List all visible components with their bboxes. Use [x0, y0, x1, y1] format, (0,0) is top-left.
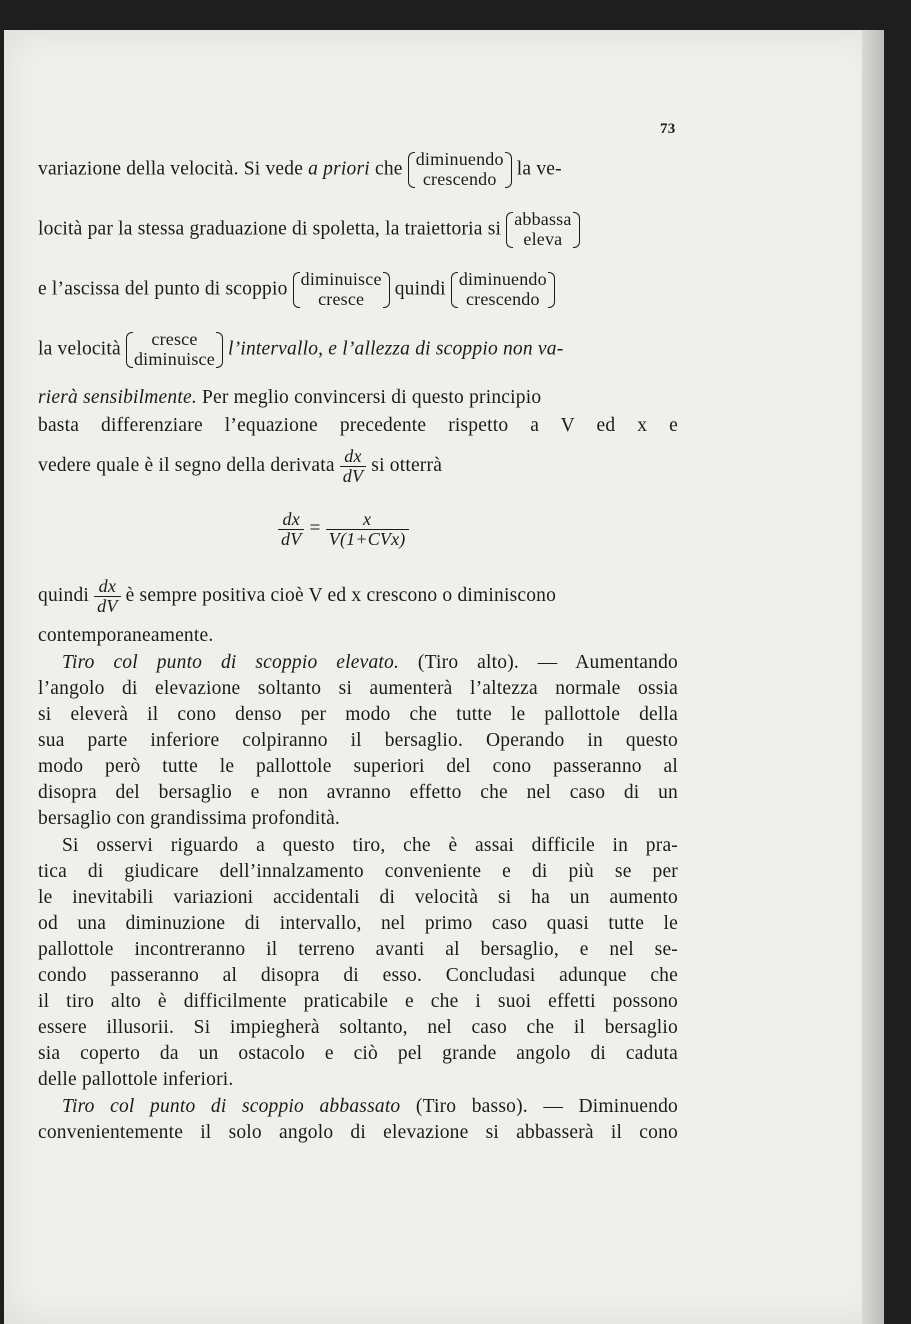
para1-line: l’angolo di elevazione soltanto si aumenterà l’altezza normale ossia	[38, 678, 678, 699]
text: Per meglio convincersi di questo principio	[196, 387, 542, 408]
para3-line	[38, 1097, 678, 1117]
text: è sempre positiva cioè V ed x crescono o diminiscono	[125, 584, 557, 606]
brace-option-bottom: cresce	[318, 288, 365, 309]
fraction	[94, 577, 120, 616]
text: la velocità	[38, 338, 121, 360]
fraction	[340, 447, 366, 486]
italic-heading: Tiro col punto di scoppio abbassato	[62, 1096, 401, 1117]
text: vedere quale è il segno della derivata	[38, 454, 335, 476]
para2-line: essere illusorii. Si impiegherà soltanto, nel caso che il bersaglio	[38, 1017, 678, 1038]
text-line-7	[38, 447, 442, 486]
para2-line: sia coperto da un ostacolo e ciò pel grande angolo di caduta	[38, 1043, 678, 1064]
para2-line: il tiro alto è difficilmente praticabile e che i suoi effetti possono	[38, 991, 678, 1012]
para1-line: sua parte inferiore colpiranno il bersaglio. Operando in questo	[38, 730, 678, 751]
brace-option-top: abbassa	[514, 209, 572, 229]
italic-text: a priori	[308, 158, 370, 180]
equation	[278, 510, 409, 549]
para1-line	[38, 653, 678, 673]
para3-line: convenientemente il solo angolo di elevazione si abbasserà il cono	[38, 1122, 678, 1143]
brace-option-top: diminuendo	[415, 149, 504, 169]
denominator: dV	[281, 528, 302, 549]
para2-line: le inevitabili variazioni accidentali di velocità si ha un aumento	[38, 887, 678, 908]
fraction	[278, 510, 304, 549]
brace-option-bottom: eleva	[523, 228, 563, 249]
book-page	[4, 30, 884, 1324]
brace-group	[451, 270, 555, 310]
numerator: dx	[278, 510, 304, 530]
brace-option-top: diminuisce	[300, 269, 382, 289]
denominator: dV	[97, 595, 118, 616]
text: (Tiro alto). — Aumentando	[399, 652, 678, 673]
italic-heading: Tiro col punto di scoppio elevato.	[62, 652, 400, 673]
brace-option-bottom: crescendo	[465, 288, 540, 309]
brace-group	[506, 210, 579, 250]
text-line-4	[38, 330, 563, 370]
italic-text: l’intervallo, e l’allezza di scoppio non va-	[228, 338, 564, 360]
text-line-8	[38, 577, 556, 616]
page-number: 73	[660, 121, 676, 137]
para1-line: modo però tutte le pallottole superiori del cono passeranno al	[38, 756, 678, 777]
text: si otterrà	[371, 454, 443, 476]
para1-line: bersaglio con grandissima profondità.	[38, 808, 340, 829]
brace-group	[126, 330, 223, 370]
text: che	[369, 158, 403, 180]
fraction	[326, 510, 409, 549]
brace-option-top: cresce	[151, 329, 198, 349]
text: (Tiro basso). — Diminuendo	[400, 1096, 678, 1117]
text-line-3	[38, 270, 555, 310]
para2-line: tica di giudicare dell’innalzamento conveniente e di più se per	[38, 861, 678, 882]
text: quindi	[394, 278, 446, 300]
brace-group	[293, 270, 390, 310]
text: e l’ascissa del punto di scoppio	[38, 278, 288, 300]
text: variazione della velocità. Si vede	[38, 158, 309, 180]
brace-option-bottom: diminuisce	[133, 348, 215, 369]
text-line-1	[38, 150, 562, 190]
numerator: dx	[94, 577, 120, 597]
equals-sign: =	[309, 517, 321, 539]
para2-line: od una diminuzione di intervallo, nel primo caso quasi tutte le	[38, 913, 678, 934]
denominator: dV	[342, 465, 364, 486]
para2-line: pallottole incontreranno il terreno avanti al bersaglio, e nel se-	[38, 939, 678, 960]
text: locità par la stessa graduazione di spoletta, la traiettoria si	[38, 218, 502, 240]
brace-group	[408, 150, 512, 190]
para1-line: si eleverà il cono denso per modo che tutte le pallottole della	[38, 704, 678, 725]
text: quindi	[38, 584, 90, 606]
page-edge	[862, 30, 884, 1324]
para2-line: Si osservi riguardo a questo tiro, che è assai difficile in pra-	[62, 835, 678, 856]
text-line-6: basta differenziare l’equazione precedente rispetto a V ed x e	[38, 415, 678, 436]
para2-line: delle pallottole inferiori.	[38, 1069, 234, 1090]
text-line-5	[38, 388, 541, 408]
para2-line: condo passeranno al disopra di esso. Concludasi adunque che	[38, 965, 678, 986]
text-line-2	[38, 210, 580, 250]
numerator: dx	[340, 447, 366, 467]
text: la ve-	[516, 158, 562, 180]
italic-text: rierà sensibilmente.	[38, 387, 197, 408]
para1-line: disopra del bersaglio e non avranno effetto che nel caso di un	[38, 782, 678, 803]
numerator: x	[326, 510, 409, 530]
text-line-9: contemporaneamente.	[38, 625, 214, 646]
denominator: V(1+CVx)	[328, 528, 406, 549]
brace-option-top: diminuendo	[458, 269, 547, 289]
brace-option-bottom: crescendo	[422, 168, 497, 189]
